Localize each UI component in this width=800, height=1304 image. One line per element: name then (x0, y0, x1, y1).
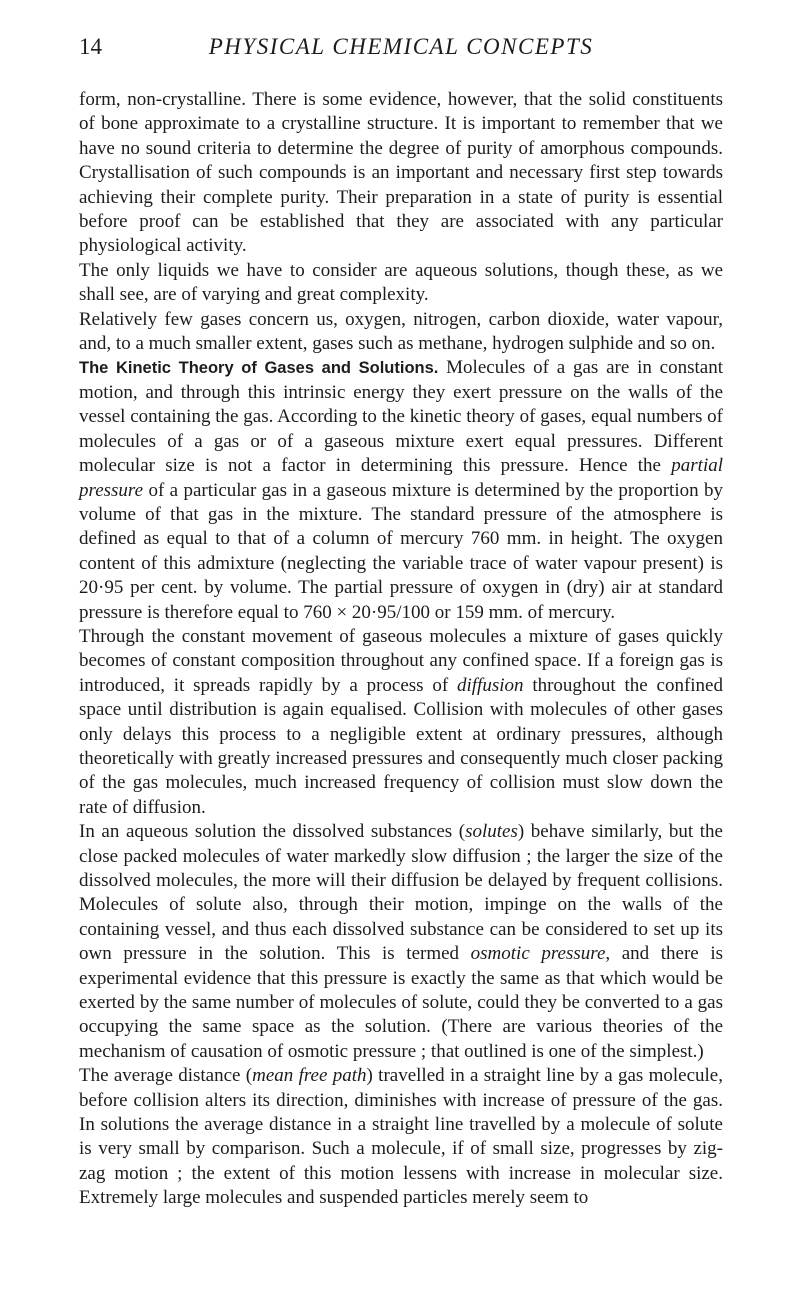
paragraph-mean-free-path (79, 1064, 723, 1210)
paragraph-text: Molecules of a gas are in constant motion, and through this intrinsic energy they exert pressure on the walls of the vessel containing the gas. According to the kinetic theory of gases, equal numbers of molecules of a gas or of a gaseous mixture exert equal pressures. Different molecular size is not a factor in determining this pressure. Hence the (79, 357, 723, 477)
paragraph-kinetic-theory (79, 356, 723, 624)
paragraph-osmotic (79, 820, 723, 1064)
paragraph-text: Relatively few gases concern us, oxygen, nitrogen, carbon dioxide, water vapour, and, to a much smaller extent, gases such as methane, hydrogen sulphide and so on. (79, 308, 723, 355)
paragraph-text: ) behave similarly, but the close packed molecules of water markedly slow diffusion ; the larger the size of the dissolved molecules, the more will their diffusion be delayed by frequent collisions. Molecules of solute also, through their motion, impinge on the walls of the containing vessel, and thus each dissolved substance can be considered to set up its own pressure in the solution. This is termed (79, 821, 723, 965)
paragraph-1 (79, 88, 723, 259)
running-head (79, 34, 723, 68)
paragraph-2 (79, 259, 723, 308)
paragraph-3 (79, 308, 723, 357)
paragraph-text: In an aqueous solution the dissolved substances ( (79, 821, 466, 843)
italic-term: diffusion (457, 674, 524, 696)
paragraph-text: Through the constant movement of gaseous molecules a mixture of gases quickly becomes of constant composition throughout any confined space. If a foreign gas is introduced, it spreads rapidly by a process of (79, 625, 723, 696)
section-heading: The Kinetic Theory of Gases and Solutions. (79, 359, 439, 378)
body-text (79, 88, 723, 1211)
italic-term: solutes (465, 821, 518, 843)
paragraph-text: , and there is experimental evidence that this pressure is exactly the same as that which would be exerted by the same number of molecules of solute, could they be converted to a gas occupying the same space as the solution. (There are various theories of the mechanism of causation of osmotic pressure ; that outlined is one of the simplest.) (79, 943, 724, 1062)
page-number: 14 (79, 34, 102, 59)
paragraph-text: form, non-crystalline. There is some evidence, however, that the solid constituents of bone approximate to a crystalline structure. It is important to remember that we have no sound criteria to determine the degree of purity of amorphous compounds. Crystallisation of such compounds is an important and necessary first step towards achieving their complete purity. Their preparation in a state of purity is essential before proof can be established that they are associated with any particular physiological activity. (79, 89, 723, 257)
running-title: PHYSICAL CHEMICAL CONCEPTS (208, 34, 594, 59)
paragraph-text: The average distance ( (79, 1065, 253, 1087)
book-page (79, 34, 723, 1211)
paragraph-diffusion (79, 625, 723, 820)
paragraph-text: The only liquids we have to consider are aqueous solutions, though these, as we shall see, are of varying and great complexity. (79, 259, 723, 306)
paragraph-text: of a particular gas in a gaseous mixture is determined by the proportion by volume of that gas in the mixture. The standard pressure of the atmosphere is defined as equal to that of a column of mercury 760 mm. in height. The oxygen content of this admixture (neglecting the variable trace of water vapour present) is 20·95 per cent. by volume. The partial pressure of oxygen in (dry) air at standard pressure is therefore equal to 760 × 20·95/100 or 159 mm. of mercury. (79, 479, 723, 623)
italic-term: partial pressure (79, 455, 723, 501)
italic-term: mean free path (252, 1065, 367, 1087)
italic-term: osmotic pressure (470, 943, 606, 965)
paragraph-text: throughout the confined space until distribution is again equalised. Collision with molecules of other gases only delays this process to a negligible extent at ordinary pressures, although theoretically with greatly increased pressures and consequently much closer packing of the gas molecules, much increased frequency of collision must slow down the rate of diffusion. (79, 674, 723, 818)
paragraph-text: ) travelled in a straight line by a gas molecule, before collision alters its direction, diminishes with increase of pressure of the gas. In solutions the average distance in a straight line travelled by a molecule of solute is very small by comparison. Such a molecule, if of small size, progresses by zig-zag motion ; the extent of this motion lessens with increase in molecular size. Extremely large molecules and suspended particles merely seem to (79, 1065, 723, 1209)
